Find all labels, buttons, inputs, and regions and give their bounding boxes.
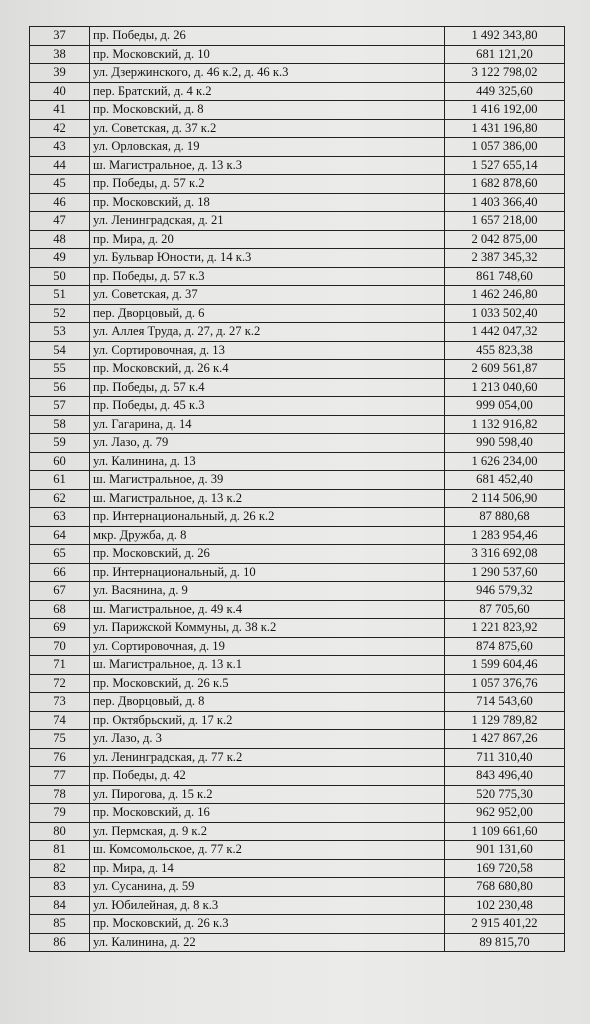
row-address: пр. Октябрьский, д. 17 к.2 bbox=[90, 711, 445, 730]
row-address: пр. Победы, д. 57 к.3 bbox=[90, 267, 445, 286]
row-amount: 946 579,32 bbox=[445, 582, 565, 601]
row-amount: 455 823,38 bbox=[445, 341, 565, 360]
row-number: 60 bbox=[30, 452, 90, 471]
row-number: 69 bbox=[30, 619, 90, 638]
row-number: 78 bbox=[30, 785, 90, 804]
table-row bbox=[30, 785, 565, 804]
row-number: 72 bbox=[30, 674, 90, 693]
row-amount: 1 527 655,14 bbox=[445, 156, 565, 175]
row-amount: 1 132 916,82 bbox=[445, 415, 565, 434]
row-number: 83 bbox=[30, 878, 90, 897]
table-row bbox=[30, 64, 565, 83]
row-amount: 1 283 954,46 bbox=[445, 526, 565, 545]
table-row bbox=[30, 267, 565, 286]
row-address: пр. Победы, д. 57 к.4 bbox=[90, 378, 445, 397]
row-number: 43 bbox=[30, 138, 90, 157]
row-amount: 990 598,40 bbox=[445, 434, 565, 453]
row-address: пр. Победы, д. 42 bbox=[90, 767, 445, 786]
row-number: 84 bbox=[30, 896, 90, 915]
row-number: 76 bbox=[30, 748, 90, 767]
row-number: 56 bbox=[30, 378, 90, 397]
row-number: 64 bbox=[30, 526, 90, 545]
row-address: ул. Гагарина, д. 14 bbox=[90, 415, 445, 434]
row-address: пр. Московский, д. 10 bbox=[90, 45, 445, 64]
table-row bbox=[30, 434, 565, 453]
row-amount: 1 403 366,40 bbox=[445, 193, 565, 212]
row-number: 41 bbox=[30, 101, 90, 120]
row-amount: 2 915 401,22 bbox=[445, 915, 565, 934]
row-number: 45 bbox=[30, 175, 90, 194]
table-row bbox=[30, 489, 565, 508]
row-amount: 2 042 875,00 bbox=[445, 230, 565, 249]
row-amount: 874 875,60 bbox=[445, 637, 565, 656]
row-number: 40 bbox=[30, 82, 90, 101]
row-number: 39 bbox=[30, 64, 90, 83]
table-row bbox=[30, 767, 565, 786]
table-row bbox=[30, 545, 565, 564]
row-number: 58 bbox=[30, 415, 90, 434]
row-address: ш. Магистральное, д. 13 к.3 bbox=[90, 156, 445, 175]
row-amount: 1 416 192,00 bbox=[445, 101, 565, 120]
row-number: 55 bbox=[30, 360, 90, 379]
table-row bbox=[30, 859, 565, 878]
row-number: 71 bbox=[30, 656, 90, 675]
row-amount: 520 775,30 bbox=[445, 785, 565, 804]
table-row bbox=[30, 193, 565, 212]
row-address: пр. Мира, д. 14 bbox=[90, 859, 445, 878]
table-row bbox=[30, 138, 565, 157]
row-address: пр. Интернациональный, д. 10 bbox=[90, 563, 445, 582]
row-number: 48 bbox=[30, 230, 90, 249]
table-row bbox=[30, 27, 565, 46]
row-address: пр. Интернациональный, д. 26 к.2 bbox=[90, 508, 445, 527]
row-amount: 3 316 692,08 bbox=[445, 545, 565, 564]
row-amount: 1 109 661,60 bbox=[445, 822, 565, 841]
row-address: ул. Юбилейная, д. 8 к.3 bbox=[90, 896, 445, 915]
row-number: 67 bbox=[30, 582, 90, 601]
table-row bbox=[30, 600, 565, 619]
row-amount: 1 221 823,92 bbox=[445, 619, 565, 638]
row-amount: 2 387 345,32 bbox=[445, 249, 565, 268]
row-address: пер. Дворцовый, д. 8 bbox=[90, 693, 445, 712]
row-amount: 1 290 537,60 bbox=[445, 563, 565, 582]
row-address: пр. Победы, д. 26 bbox=[90, 27, 445, 46]
row-address: ул. Парижской Коммуны, д. 38 к.2 bbox=[90, 619, 445, 638]
row-address: пр. Московский, д. 16 bbox=[90, 804, 445, 823]
row-amount: 3 122 798,02 bbox=[445, 64, 565, 83]
row-number: 86 bbox=[30, 933, 90, 952]
row-number: 77 bbox=[30, 767, 90, 786]
row-address: ш. Магистральное, д. 13 к.2 bbox=[90, 489, 445, 508]
table-row bbox=[30, 452, 565, 471]
row-amount: 1 657 218,00 bbox=[445, 212, 565, 231]
row-address: мкр. Дружба, д. 8 bbox=[90, 526, 445, 545]
table-row bbox=[30, 378, 565, 397]
row-amount: 861 748,60 bbox=[445, 267, 565, 286]
row-address: ш. Магистральное, д. 13 к.1 bbox=[90, 656, 445, 675]
table-row bbox=[30, 637, 565, 656]
table-row bbox=[30, 619, 565, 638]
table-row bbox=[30, 175, 565, 194]
table-row bbox=[30, 508, 565, 527]
row-number: 68 bbox=[30, 600, 90, 619]
row-address: пр. Московский, д. 8 bbox=[90, 101, 445, 120]
row-number: 42 bbox=[30, 119, 90, 138]
table-row bbox=[30, 915, 565, 934]
row-address: ул. Ленинградская, д. 21 bbox=[90, 212, 445, 231]
row-amount: 714 543,60 bbox=[445, 693, 565, 712]
table-row bbox=[30, 286, 565, 305]
table-row bbox=[30, 730, 565, 749]
table-row bbox=[30, 471, 565, 490]
row-amount: 901 131,60 bbox=[445, 841, 565, 860]
row-number: 79 bbox=[30, 804, 90, 823]
row-address: ул. Бульвар Юности, д. 14 к.3 bbox=[90, 249, 445, 268]
row-amount: 1 033 502,40 bbox=[445, 304, 565, 323]
row-address: ул. Орловская, д. 19 bbox=[90, 138, 445, 157]
row-amount: 1 442 047,32 bbox=[445, 323, 565, 342]
row-amount: 87 880,68 bbox=[445, 508, 565, 527]
row-amount: 89 815,70 bbox=[445, 933, 565, 952]
row-number: 61 bbox=[30, 471, 90, 490]
row-number: 57 bbox=[30, 397, 90, 416]
row-number: 44 bbox=[30, 156, 90, 175]
table-row bbox=[30, 822, 565, 841]
row-amount: 999 054,00 bbox=[445, 397, 565, 416]
table-row bbox=[30, 212, 565, 231]
row-address: ул. Калинина, д. 22 bbox=[90, 933, 445, 952]
row-number: 49 bbox=[30, 249, 90, 268]
row-number: 70 bbox=[30, 637, 90, 656]
table-row bbox=[30, 878, 565, 897]
table-row bbox=[30, 341, 565, 360]
table-row bbox=[30, 711, 565, 730]
row-number: 52 bbox=[30, 304, 90, 323]
row-amount: 1 213 040,60 bbox=[445, 378, 565, 397]
row-amount: 1 462 246,80 bbox=[445, 286, 565, 305]
table-row bbox=[30, 45, 565, 64]
table-row bbox=[30, 748, 565, 767]
registry-table bbox=[29, 26, 565, 952]
row-address: ул. Советская, д. 37 к.2 bbox=[90, 119, 445, 138]
row-address: пр. Московский, д. 26 к.4 bbox=[90, 360, 445, 379]
row-address: ул. Дзержинского, д. 46 к.2, д. 46 к.3 bbox=[90, 64, 445, 83]
row-address: пр. Мира, д. 20 bbox=[90, 230, 445, 249]
table-row bbox=[30, 563, 565, 582]
row-address: ш. Магистральное, д. 39 bbox=[90, 471, 445, 490]
row-number: 82 bbox=[30, 859, 90, 878]
row-address: ул. Пермская, д. 9 к.2 bbox=[90, 822, 445, 841]
row-amount: 1 682 878,60 bbox=[445, 175, 565, 194]
row-address: ш. Магистральное, д. 49 к.4 bbox=[90, 600, 445, 619]
row-amount: 1 057 386,00 bbox=[445, 138, 565, 157]
table-row bbox=[30, 582, 565, 601]
table-row bbox=[30, 674, 565, 693]
row-amount: 1 492 343,80 bbox=[445, 27, 565, 46]
row-number: 37 bbox=[30, 27, 90, 46]
row-address: пер. Братский, д. 4 к.2 bbox=[90, 82, 445, 101]
row-number: 38 bbox=[30, 45, 90, 64]
row-amount: 681 121,20 bbox=[445, 45, 565, 64]
table-row bbox=[30, 156, 565, 175]
row-number: 47 bbox=[30, 212, 90, 231]
registry-table-body bbox=[30, 27, 565, 952]
row-address: пр. Московский, д. 26 к.5 bbox=[90, 674, 445, 693]
row-amount: 768 680,80 bbox=[445, 878, 565, 897]
row-number: 54 bbox=[30, 341, 90, 360]
row-number: 80 bbox=[30, 822, 90, 841]
row-number: 62 bbox=[30, 489, 90, 508]
row-amount: 962 952,00 bbox=[445, 804, 565, 823]
table-row bbox=[30, 82, 565, 101]
row-address: ул. Лазо, д. 79 bbox=[90, 434, 445, 453]
row-address: ул. Сусанина, д. 59 bbox=[90, 878, 445, 897]
row-amount: 1 599 604,46 bbox=[445, 656, 565, 675]
row-address: пр. Московский, д. 26 bbox=[90, 545, 445, 564]
row-amount: 1 626 234,00 bbox=[445, 452, 565, 471]
table-row bbox=[30, 304, 565, 323]
row-amount: 87 705,60 bbox=[445, 600, 565, 619]
row-number: 59 bbox=[30, 434, 90, 453]
row-address: пр. Московский, д. 18 bbox=[90, 193, 445, 212]
row-amount: 681 452,40 bbox=[445, 471, 565, 490]
row-address: ул. Пирогова, д. 15 к.2 bbox=[90, 785, 445, 804]
row-address: ул. Сортировочная, д. 19 bbox=[90, 637, 445, 656]
table-row bbox=[30, 526, 565, 545]
row-amount: 1 427 867,26 bbox=[445, 730, 565, 749]
row-address: ул. Сортировочная, д. 13 bbox=[90, 341, 445, 360]
row-address: ул. Аллея Труда, д. 27, д. 27 к.2 bbox=[90, 323, 445, 342]
table-row bbox=[30, 230, 565, 249]
row-address: ул. Калинина, д. 13 bbox=[90, 452, 445, 471]
row-amount: 1 431 196,80 bbox=[445, 119, 565, 138]
row-address: ул. Лазо, д. 3 bbox=[90, 730, 445, 749]
row-address: пр. Московский, д. 26 к.3 bbox=[90, 915, 445, 934]
row-amount: 1 129 789,82 bbox=[445, 711, 565, 730]
row-number: 85 bbox=[30, 915, 90, 934]
row-amount: 711 310,40 bbox=[445, 748, 565, 767]
row-number: 63 bbox=[30, 508, 90, 527]
row-number: 50 bbox=[30, 267, 90, 286]
table-row bbox=[30, 415, 565, 434]
table-row bbox=[30, 119, 565, 138]
row-number: 66 bbox=[30, 563, 90, 582]
row-amount: 169 720,58 bbox=[445, 859, 565, 878]
row-number: 51 bbox=[30, 286, 90, 305]
row-address: ул. Васянина, д. 9 bbox=[90, 582, 445, 601]
table-row bbox=[30, 896, 565, 915]
row-address: пер. Дворцовый, д. 6 bbox=[90, 304, 445, 323]
row-number: 53 bbox=[30, 323, 90, 342]
row-amount: 1 057 376,76 bbox=[445, 674, 565, 693]
row-address: ул. Советская, д. 37 bbox=[90, 286, 445, 305]
row-address: пр. Победы, д. 45 к.3 bbox=[90, 397, 445, 416]
row-amount: 2 114 506,90 bbox=[445, 489, 565, 508]
table-row bbox=[30, 360, 565, 379]
table-row bbox=[30, 804, 565, 823]
table-row bbox=[30, 323, 565, 342]
row-amount: 2 609 561,87 bbox=[445, 360, 565, 379]
table-row bbox=[30, 656, 565, 675]
table-row bbox=[30, 397, 565, 416]
table-row bbox=[30, 841, 565, 860]
row-address: пр. Победы, д. 57 к.2 bbox=[90, 175, 445, 194]
table-row bbox=[30, 101, 565, 120]
row-address: ш. Комсомольское, д. 77 к.2 bbox=[90, 841, 445, 860]
row-amount: 843 496,40 bbox=[445, 767, 565, 786]
table-row bbox=[30, 249, 565, 268]
row-amount: 449 325,60 bbox=[445, 82, 565, 101]
row-number: 65 bbox=[30, 545, 90, 564]
row-address: ул. Ленинградская, д. 77 к.2 bbox=[90, 748, 445, 767]
row-amount: 102 230,48 bbox=[445, 896, 565, 915]
row-number: 75 bbox=[30, 730, 90, 749]
row-number: 74 bbox=[30, 711, 90, 730]
row-number: 81 bbox=[30, 841, 90, 860]
row-number: 73 bbox=[30, 693, 90, 712]
table-row bbox=[30, 693, 565, 712]
table-row bbox=[30, 933, 565, 952]
row-number: 46 bbox=[30, 193, 90, 212]
